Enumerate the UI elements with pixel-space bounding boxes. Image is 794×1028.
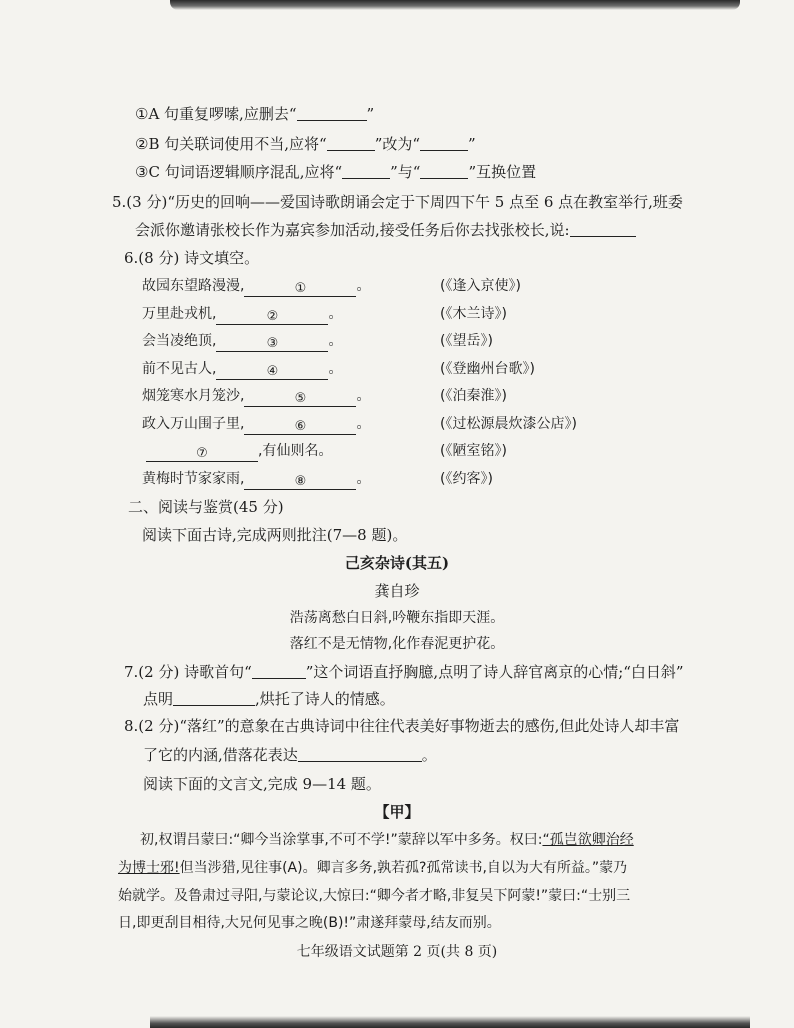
section2-intro: 阅读下面古诗,完成两则批注(7—8 题)。 [142, 526, 408, 544]
q9-14-intro: 阅读下面的文言文,完成 9—14 题。 [143, 775, 381, 793]
q8-line-2 [143, 745, 437, 765]
section2-heading: 二、阅读与鉴赏(45 分) [128, 498, 284, 516]
q4-a-text: ①A 句重复啰嗦,应删去“ [135, 105, 297, 123]
q4-b-blank-1[interactable] [327, 135, 375, 151]
q4-item-a [135, 104, 374, 124]
q6-row-blank[interactable]: ① [244, 281, 356, 297]
q4-c-blank-2[interactable] [420, 163, 468, 179]
q6-row-source: (《泊秦淮》) [440, 388, 507, 404]
q4-a-end: ” [366, 105, 375, 123]
q6-row-source: (《约客》) [440, 471, 493, 487]
q5-line-2-text: 会派你邀请张校长作为嘉宾参加活动,接受任务后你去找张校长,说: [135, 221, 570, 239]
q6-row-source: (《登幽州台歌》) [440, 361, 535, 377]
q4-c-text-2: ”与“ [390, 163, 421, 181]
q6-row [142, 331, 342, 352]
q6-row-punct: 。 [328, 306, 343, 322]
q4-c-end: ”互换位置 [468, 163, 537, 181]
q6-row-punct: 。 [356, 388, 371, 404]
page-footer: 七年级语文试题第 2 页(共 8 页) [296, 944, 498, 960]
q6-row-prompt: 黄梅时节家家雨, [142, 471, 245, 487]
passage-line-1 [140, 830, 634, 850]
q8-line-2-end: 。 [421, 746, 437, 764]
q8-blank[interactable] [298, 746, 422, 762]
q6-row [142, 414, 370, 435]
q6-row-blank[interactable]: ⑦ [146, 446, 258, 462]
q6-row-source: (《望岳》) [440, 333, 493, 349]
passage-line-2-text: 但当涉猎,见往事(A)。卿言多务,孰若孤?孤常读书,自以为大有所益。”蒙乃 [179, 860, 628, 876]
q6-row [142, 304, 342, 325]
q6-row-source: (《过松源晨炊漆公店》) [440, 416, 577, 432]
q6-row-blank[interactable]: ② [216, 309, 328, 325]
q4-c-text: ③C 句词语逻辑顺序混乱,应将“ [135, 163, 343, 181]
q6-row-punct: 。 [356, 416, 371, 432]
q4-item-b [135, 134, 476, 154]
poem-line-2: 落红不是无情物,化作春泥更护花。 [289, 636, 505, 652]
passage-line-1-text: 初,权谓吕蒙曰:“卿今当涂掌事,不可不学!”蒙辞以军中多务。权曰: [140, 832, 543, 848]
q5-line-2 [135, 220, 636, 240]
q6-row-punct: ,有仙则名。 [258, 443, 333, 459]
q7-line-2-text: 点明 [143, 690, 174, 708]
q6-row-prompt: 政入万山围子里, [142, 416, 245, 432]
q8-line-1: 8.(2 分)“落红”的意象在古典诗词中往往代表美好事物逝去的感伤,但此处诗人却丰富 [124, 717, 680, 735]
scan-top-edge [170, 0, 740, 10]
scan-bottom-edge [150, 1016, 750, 1028]
q6-row-blank[interactable]: ⑤ [244, 391, 356, 407]
passage-line-4: 日,即更刮目相待,大兄何见事之晚(B)!”肃遂拜蒙母,结友而别。 [118, 915, 501, 931]
q6-row-source: (《木兰诗》) [440, 306, 507, 322]
q6-row [142, 359, 342, 380]
passage-underlined-2: 为博士邪! [118, 860, 180, 876]
q6-row [142, 386, 370, 407]
q6-row [142, 441, 332, 462]
q6-row-blank[interactable]: ③ [216, 336, 328, 352]
q5-line-1: 5.(3 分)“历史的回响——爱国诗歌朗诵会定于下周四下午 5 点至 6 点在教室举行,班委 [112, 193, 683, 211]
q6-row [142, 469, 370, 490]
q6-row-punct: 。 [356, 471, 371, 487]
q8-line-2-text: 了它的内涵,借落花表达 [143, 746, 298, 764]
q4-c-blank-1[interactable] [342, 163, 390, 179]
poem-author: 龚自珍 [374, 582, 420, 600]
q7-line-2 [143, 689, 395, 709]
q6-row-blank[interactable]: ⑥ [244, 419, 356, 435]
q4-b-text-2: ”改为“ [374, 135, 421, 153]
q7-line-1-text: 7.(2 分) 诗歌首句“ [124, 663, 252, 681]
q6-row-prompt: 烟笼寒水月笼沙, [142, 388, 245, 404]
q4-b-text: ②B 句关联词使用不当,应将“ [135, 135, 327, 153]
q6-row [142, 276, 370, 297]
q6-row-blank[interactable]: ④ [216, 364, 328, 380]
passage-underlined-1: “孤岂欲卿治经 [542, 832, 634, 848]
q6-row-prompt: 会当凌绝顶, [142, 333, 217, 349]
q6-row-punct: 。 [328, 333, 343, 349]
q4-a-blank[interactable] [297, 105, 367, 121]
q6-row-prompt: 故园东望路漫漫, [142, 278, 245, 294]
q6-row-punct: 。 [356, 278, 371, 294]
q6-row-source: (《陋室铭》) [440, 443, 507, 459]
q6-row-prompt: 前不见古人, [142, 361, 217, 377]
passage-line-2 [118, 858, 627, 878]
poem-line-1: 浩荡离愁白日斜,吟鞭东指即天涯。 [289, 610, 505, 626]
q7-line-1 [124, 662, 684, 682]
q5-answer-blank[interactable] [570, 221, 636, 237]
q6-row-blank[interactable]: ⑧ [244, 474, 356, 490]
passage-label: 【甲】 [374, 803, 420, 821]
q6-row-prompt: 万里赴戎机, [142, 306, 217, 322]
poem-title: 己亥杂诗(其五) [344, 554, 450, 572]
q7-line-1-text-2: ”这个词语直抒胸臆,点明了诗人辞官离京的心情;“白日斜” [305, 663, 684, 681]
q4-b-blank-2[interactable] [420, 135, 468, 151]
q7-line-2-text-2: ,烘托了诗人的情感。 [255, 690, 395, 708]
q6-row-source: (《逢入京使》) [440, 278, 521, 294]
q4-item-c [135, 162, 536, 182]
q7-blank-2[interactable] [173, 690, 255, 706]
q4-b-end: ” [468, 135, 476, 153]
passage-line-3: 始就学。及鲁肃过寻阳,与蒙论议,大惊曰:“卿今者才略,非复吴下阿蒙!”蒙曰:“士别三 [118, 888, 631, 904]
q6-title: 6.(8 分) 诗文填空。 [124, 249, 260, 267]
q6-row-punct: 。 [328, 361, 343, 377]
q7-blank-1[interactable] [252, 663, 306, 679]
